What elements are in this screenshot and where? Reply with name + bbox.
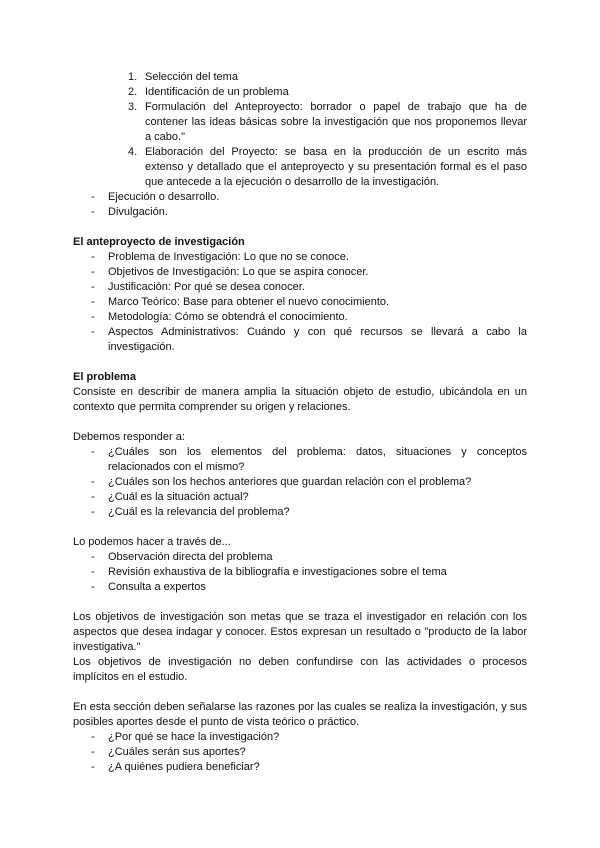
list-item [73, 85, 527, 100]
item-text: Elaboración del Proyecto: se basa en la producción de un escrito más extenso y detallado que el anteproyecto y su presentación formal es el paso que antecede a la ejecución o desarrollo de la investigación. [145, 146, 527, 188]
list-item: - Aspectos Administrativos: Cuándo y con qué recursos se llevará a cabo la investigación. [73, 325, 527, 355]
document-body [73, 70, 527, 775]
list-item: - ¿Cuáles son los elementos del problema: datos, situaciones y conceptos relacionados con el mismo? [73, 445, 527, 475]
through-label: Lo podemos hacer a través de... [73, 536, 231, 548]
list-item: - Metodología: Cómo se obtendrá el conocimiento. [73, 310, 527, 325]
phase-dash-list [73, 190, 527, 220]
list-item: - ¿Cuál es la relevancia del problema? [73, 505, 527, 520]
respond-label: Debemos responder a: [73, 431, 185, 443]
list-item [73, 70, 527, 85]
list-item: - Marco Teórico: Base para obtener el nuevo conocimiento. [73, 295, 527, 310]
anteproyecto-heading: El anteproyecto de investigación [73, 236, 245, 248]
list-item: - ¿Por qué se hace la investigación? [73, 730, 527, 745]
problema-methods [73, 550, 527, 595]
phases-list [73, 70, 527, 190]
list-item: - ¿A quiénes pudiera beneficiar? [73, 760, 527, 775]
list-item: - Observación directa del problema [73, 550, 527, 565]
list-item: - ¿Cuáles serán sus aportes? [73, 745, 527, 760]
problema-intro: Consiste en describir de manera amplia la situación objeto de estudio, ubicándola en un contexto que permita comprender su origen y relaciones. [73, 386, 527, 413]
anteproyecto-list [73, 250, 527, 355]
list-item: - ¿Cuáles son los hechos anteriores que guardan relación con el problema? [73, 475, 527, 490]
justificacion-paragraph: En esta sección deben señalarse las razones por las cuales se realiza la investigación, y sus posibles aportes desde el punto de vista teórico o práctico. [73, 701, 527, 728]
list-item: - Ejecución o desarrollo. [73, 190, 527, 205]
item-number: 1. [128, 71, 138, 83]
item-number: 3. [128, 101, 138, 113]
item-text: Identificación de un problema [145, 86, 289, 98]
list-item: - Problema de Investigación: Lo que no se conoce. [73, 250, 527, 265]
item-number: 2. [128, 86, 138, 98]
list-item: - Justificación: Por qué se desea conocer. [73, 280, 527, 295]
problema-questions [73, 445, 527, 520]
problema-heading: El problema [73, 371, 136, 383]
list-item [73, 145, 527, 190]
item-text: Formulación del Anteproyecto: borrador o papel de trabajo que ha de contener las ideas básicas sobre la investigación que nos proponemos llevar a cabo." [145, 101, 527, 143]
list-item: - Consulta a expertos [73, 580, 527, 595]
objetivos-paragraph-2: Los objetivos de investigación no deben confundirse con las actividades o procesos implícitos en el estudio. [73, 656, 527, 683]
list-item: - Objetivos de Investigación: Lo que se aspira conocer. [73, 265, 527, 280]
list-item: - ¿Cuál es la situación actual? [73, 490, 527, 505]
list-item [73, 100, 527, 145]
objetivos-paragraph: Los objetivos de investigación son metas que se traza el investigador en relación con los aspectos que desea indagar y conocer. Estos expresan un resultado o "producto de la labor investigativa." [73, 611, 527, 653]
list-item: - Revisión exhaustiva de la bibliografía e investigaciones sobre el tema [73, 565, 527, 580]
justificacion-questions [73, 730, 527, 775]
item-number: 4. [128, 146, 138, 158]
list-item: - Divulgación. [73, 205, 527, 220]
item-text: Selección del tema [145, 71, 238, 83]
